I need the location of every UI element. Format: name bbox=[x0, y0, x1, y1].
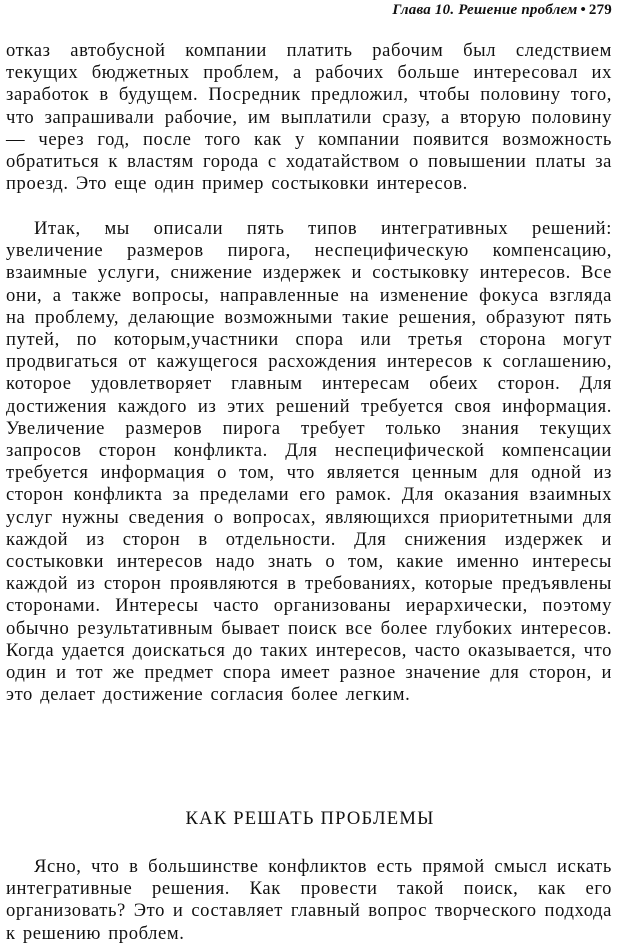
section-heading: КАК РЕШАТЬ ПРОБЛЕМЫ bbox=[185, 808, 435, 829]
chapter-title: Глава 10. Решение проблем bbox=[392, 2, 578, 18]
paragraph-continuation: отказ автобусной компании платить рабочим был следствием текущих бюджетных проблем, а рабочих больше интересовал их заработок в будущем. Посредник предложил, чтобы половину того, что запрашивали рабочие, им выплатили сразу, а вторую половину — через год, после того как у компании появится возможность обратиться к властям города с ходатайством о повышении платы за проезд. Это еще один пример состыковки интересов. bbox=[6, 40, 612, 195]
running-header bbox=[392, 2, 612, 19]
paragraph-integrative-solutions: Итак, мы описали пять типов интегративных решений: увеличение размеров пирога, неспецифическую компенсацию, взаимные услуги, снижение издержек и состыковку интересов. Все они, а также вопросы, направленные на изменение фокуса взгляда на проблему, делающие возможными такие решения, образуют пять путей, по которым,участники спора или третья сторона могут продвигаться от кажущегося расхождения интересов к соглашению, которое удовлетворяет главным интересам обеих сторон. Для достижения каждого из этих решений требуется своя информация. Увеличение размеров пирога требует только знания текущих запросов сторон конфликта. Для неспецифической компенсации требуется информация о том, что является ценным для одной из сторон конфликта за пределами его рамок. Для оказания взаимных услуг нужны сведения о вопросах, являющихся приоритетными для каждой из сторон в отдельности. Для снижения издержек и состыковки интересов надо знать о том, какие именно интересы каждой из сторон проявляются в требованиях, которые предъявлены сторонами. Интересы часто организованы иерархически, поэтому обычно результативным бывает поиск все более глубоких интересов. Когда удается доискаться до таких интересов, часто оказывается, что один и тот же предмет спора имеет разное значение для сторон, и это делает достижение согласия более легким. bbox=[6, 218, 612, 706]
header-separator: • bbox=[580, 2, 586, 18]
paragraph-problem-solving: Ясно, что в большинстве конфликтов есть прямой смысл искать интегративные решения. Как провести такой поиск, как его организовать? Это и составляет главный вопрос творческого подхода к решению проблем. bbox=[6, 856, 612, 944]
page-number: 279 bbox=[588, 2, 612, 18]
